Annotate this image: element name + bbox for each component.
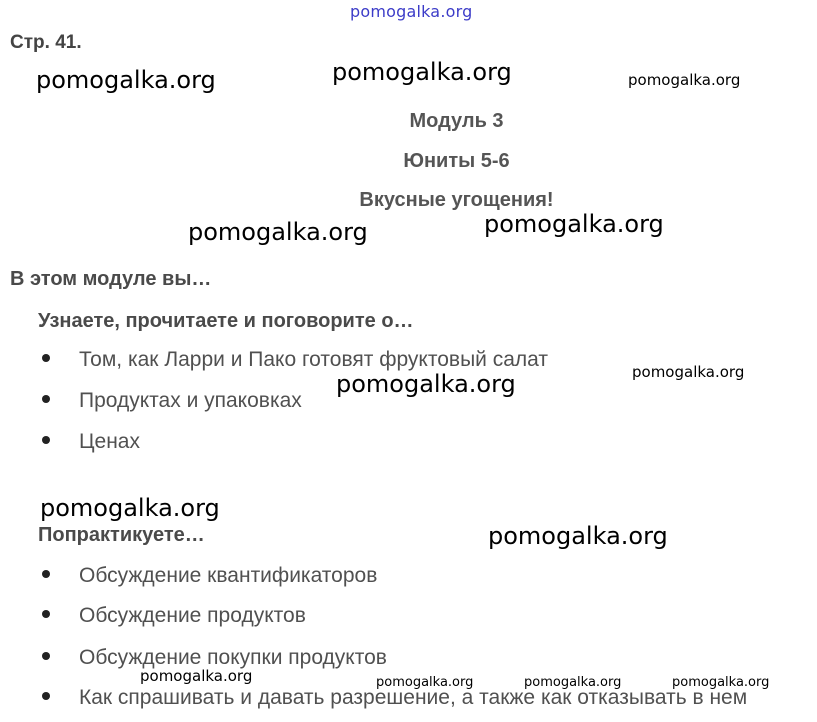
bullet-icon: [42, 436, 50, 444]
watermark: pomogalka.org: [140, 667, 253, 685]
lesson-title: Вкусные угощения!: [359, 189, 554, 211]
bullet-icon: [42, 610, 50, 618]
watermark: pomogalka.org: [336, 370, 516, 398]
watermark: pomogalka.org: [524, 675, 622, 690]
module-title: Модуль 3: [409, 110, 504, 132]
practice-item-text: Обсуждение квантификаторов: [79, 564, 378, 587]
practice-item-text: Обсуждение продуктов: [79, 604, 306, 627]
watermark: pomogalka.org: [628, 71, 741, 89]
watermark: pomogalka.org: [484, 210, 664, 238]
practice-item-text: Как спрашивать и давать разрешение, а также как отказывать в нем: [79, 686, 748, 709]
section-heading: В этом модуле вы…: [10, 268, 212, 290]
watermark: pomogalka.org: [40, 494, 220, 522]
bullet-icon: [42, 692, 50, 700]
watermark-top: pomogalka.org: [350, 2, 473, 21]
learn-item: [42, 430, 140, 454]
page-reference: Стр. 41.: [10, 32, 82, 53]
learn-item: [42, 389, 302, 413]
learn-item-text: Продуктах и упаковках: [79, 389, 302, 412]
watermark: pomogalka.org: [488, 522, 668, 550]
practice-item: [42, 604, 306, 628]
watermark: pomogalka.org: [332, 58, 512, 86]
units-title: Юниты 5-6: [403, 150, 510, 172]
practice-item-text: Обсуждение покупки продуктов: [79, 646, 387, 669]
watermark: pomogalka.org: [672, 675, 770, 690]
watermark: pomogalka.org: [36, 66, 216, 94]
learn-heading: Узнаете, прочитаете и поговорите о…: [38, 310, 414, 332]
watermark: pomogalka.org: [376, 675, 474, 690]
bullet-icon: [42, 652, 50, 660]
learn-item-text: Том, как Ларри и Пако готовят фруктовый салат: [79, 348, 548, 371]
watermark: pomogalka.org: [632, 363, 745, 381]
learn-item: [42, 348, 548, 372]
watermark: pomogalka.org: [188, 218, 368, 246]
practice-item: [42, 564, 377, 588]
practice-heading: Попрактикуете…: [38, 524, 205, 546]
bullet-icon: [42, 395, 50, 403]
learn-item-text: Ценах: [79, 430, 140, 453]
bullet-icon: [42, 570, 50, 578]
bullet-icon: [42, 354, 50, 362]
